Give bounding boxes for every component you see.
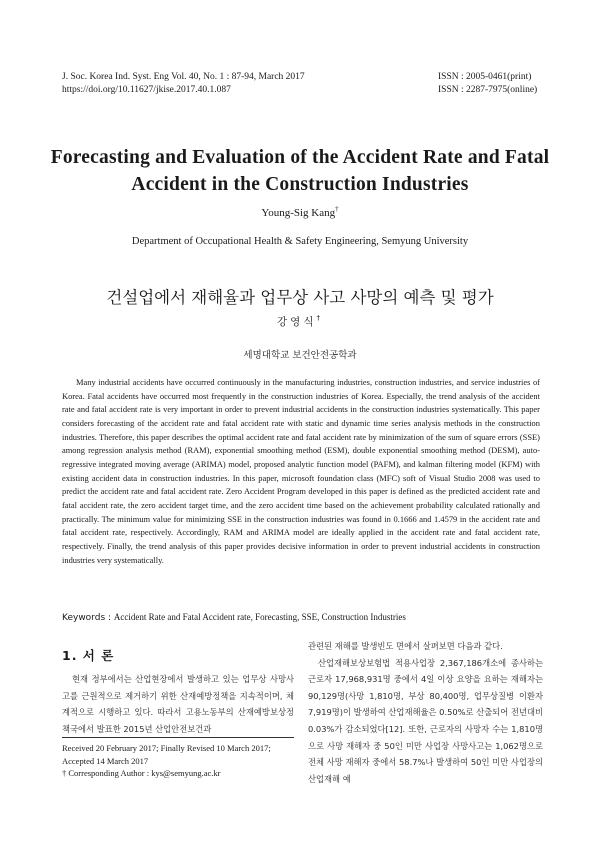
affiliation-english: Department of Occupational Health & Safety Engineering, Semyung University <box>131 236 469 247</box>
issn-online: ISSN : 2287-7975(online) <box>438 85 538 95</box>
journal-header-right <box>438 71 537 97</box>
footnote-received: Received 20 February 2017; Finally Revised 10 March 2017; <box>62 743 271 753</box>
footnote-divider <box>62 737 294 738</box>
title-korean: 건설업에서 재해율과 업무상 사고 사망의 예측 및 평가 <box>106 288 494 307</box>
author-mark-en: † <box>335 205 339 213</box>
body-left-column: 현재 정부에서는 산업현장에서 발생하고 있는 업무상 사망사고를 근원적으로 제거하기 위한 산재예방정책을 지속적이며, 체계적으로 시행하고 있다. 따라서 고용노동부의 산재예방보상정책국에서 발표한 2015년 산업안전보건과 <box>62 674 294 734</box>
author-english-name: Young-Sig Kang <box>261 207 336 219</box>
journal-citation: J. Soc. Korea Ind. Syst. Eng Vol. 40, No. 1 : 87-94, March 2017 <box>62 72 305 82</box>
author-english <box>0 205 600 219</box>
abstract: Many industrial accidents have occurred continuously in the manufacturing industries, construction industries, and service industries of Korea. Fatal accidents have occurred most frequently in the construction industries of Korea. Especially, the trend analysis of the accident rate and fatal accident rate is very important in order to prevent industrial accidents in the construction industries systematically. This paper considers forecasting of the accident rate and fatal accident rate with static and dynamic time series analysis methods in the construction industries. Therefore, this paper describes the optimal accident rate and fatal accident rate by minimization of the sum of square errors (SSE) among regression analysis method (RAM), exponential smoothing method (ESM), double exponential smoothing method (DESM), auto-regressive integrated moving average (ARIMA) model, proposed analytic function model (PAFM), and kalman filtering model (KFM) with existing accident data in construction industries. In this paper, microsoft foundation class (MFC) soft of Visual Studio 2008 was used to predict the accident rate and fatal accident rate. Zero Accident Program developed in this paper is defined as the predicted accident rate and fatal accident rate, the zero accident target time, and the zero accident time based on the achievement probability calculated rationally and practically. The minimum value for minimizing SSE in the construction industries was found in 0.1666 and 1.4579 in the accident rate and fatal accident rate, respectively. Accordingly, RAM and ARIMA model are ideally applied in the accident rate and fatal accident rate, respectively. Finally, the trend analysis of this paper provides decisive information in order to prevent industrial accidents in construction industries very systematically. <box>62 377 540 565</box>
body-paragraph: 산업재해보상보험법 적용사업장 2,367,186개소에 종사하는 근로자 17,968,931명 중에서 4일 이상 요양을 요하는 재해자는 90,129명(사망 1,810명, 부상 80,400명, 업무상질병 이환자 7,919명)이 발생하여 산업재해율은 0.50%로 산출되어 전년대비 0.03%가 감소되었다[12]. 또한, 근로자의 사망자 수는 1,810명으로 사망 재해자 중 50인 미만 사업장 사망사고는 1,062명으로 전체 사망 재해자 중에서 58.7%나 발생하여 50인 미만 사업장의 산업재해 예 <box>308 657 543 784</box>
body-right-column <box>308 638 543 787</box>
keywords-label: Keywords : <box>62 613 114 623</box>
keywords <box>62 612 542 623</box>
body-paragraph: 관련된 재해를 발생빈도 면에서 살펴보면 다음과 같다. <box>308 641 503 651</box>
author-korean <box>0 314 600 329</box>
journal-header-left <box>62 71 305 97</box>
footnote <box>62 742 298 780</box>
keywords-text: Accident Rate and Fatal Accident rate, Forecasting, SSE, Construction Industries <box>113 612 406 622</box>
title-english: Forecasting and Evaluation of the Accident Rate and Fatal Accident in the Construction Industries <box>50 147 550 195</box>
author-korean-name: 강영식 <box>277 316 317 328</box>
author-mark-ko: † <box>316 314 323 322</box>
footnote-accepted: Accepted 14 March 2017 <box>62 755 149 766</box>
issn-print: ISSN : 2005-0461(print) <box>438 72 532 82</box>
section-heading-introduction: 1. 서 론 <box>62 648 115 663</box>
affiliation-korean: 세명대학교 보건안전공학과 <box>243 350 357 361</box>
journal-doi[interactable]: https://doi.org/10.11627/jkise.2017.40.1.087 <box>62 85 231 95</box>
footnote-corresponding-author: † Corresponding Author : kys@semyung.ac.kr <box>62 768 221 779</box>
